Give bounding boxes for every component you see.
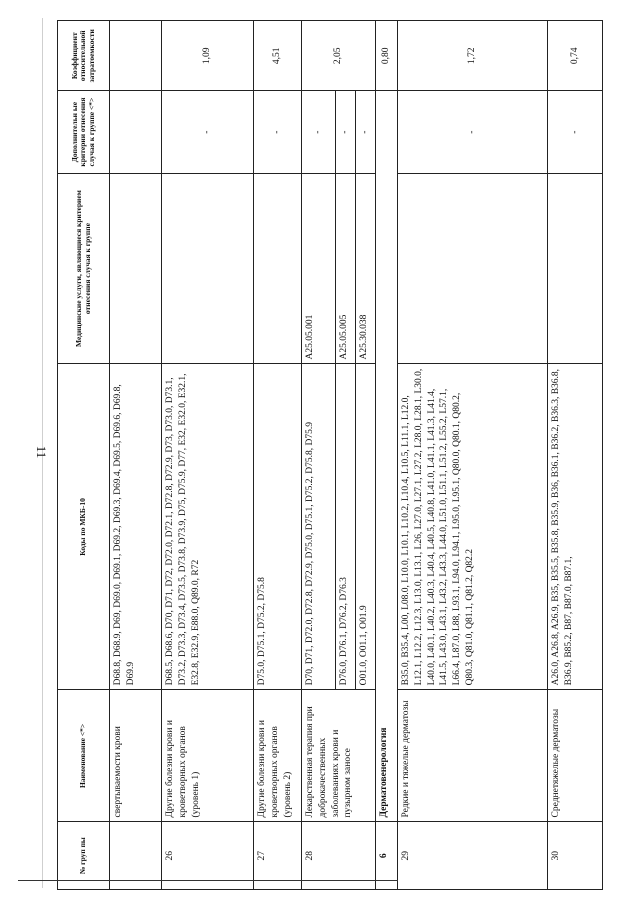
table-row [302,21,336,890]
section-title: Дерматовенерология [376,91,398,822]
row-coef: 0,74 [548,21,603,92]
row-num: 29 [398,822,548,890]
table-row [110,21,162,890]
row-coef: 1,72 [398,21,548,92]
row-name: Лекарственная терапия при доброкачественных заболеваниях крови и пузырном заносе [302,690,376,822]
row-services [254,173,302,364]
row-services: A25.30.038 [356,173,376,364]
row-coef [110,21,162,92]
row-codes: A26.0, A26.8, A26.9, B35, B35.5, B35.8, B35.9, B36, B36.1, B36.2, B36.3, B36.8, B36.9, B85.2, B87, B87.0, B87.1, [548,364,603,690]
section-num: 6 [376,822,398,890]
table-row [548,21,603,890]
row-services: A25.05.005 [336,173,356,364]
row-additional: - [548,91,603,173]
row-services: A25.05.001 [302,173,336,364]
row-num: 26 [162,822,254,890]
row-services [110,173,162,364]
row-name: Другие болезни крови и кроветворных органов (уровень 1) [162,690,254,822]
row-additional: - [302,91,336,173]
row-additional: - [254,91,302,173]
row-coef: 4,51 [254,21,302,92]
section-coef: 0,80 [376,21,398,92]
header-additional: Дополнительн ые критерии отнесения случая к группе <*> [58,91,110,173]
row-codes: B35.0, B35.4, L00, L08.0, L10.0, L10.1, L10.2, L10.4, L10.5, L11.1, L12.0, L12.1, L12.2, L12.3, L13.0, L13.1, L26, L27.0, L27.1, L27.2, L28.0, L28.1, L30.0, L40.0, L40.1, L40.2, L40.3, L40.4, L40.5, L40.8, L41.0, L41.1, L41.3, L41.4, L41.5, L43.0, L43.1, L43.2, L43.3, L44.0, L51.0, L51.1, L51.2, L55.2, L57.1, L66.4, L87.0, L88, L93.1, L94.0, L94.1, L95.0, L95.1, Q80.0, Q80.1, Q80.2, Q80.3, Q81.0, Q81.1, Q81.2, Q82.2 [398,364,548,690]
header-name: Наименование <*> [58,690,110,822]
header-services: Медицинские услуги, являющиеся критерием отнесения случая к группе [58,173,110,364]
row-additional: - [336,91,356,173]
row-name: Среднетяжелые дерматозы [548,690,603,822]
row-additional: - [356,91,376,173]
row-coef: 2,05 [302,21,376,92]
row-name: Редкие и тяжелые дерматозы [398,690,548,822]
row-additional [110,91,162,173]
row-codes: O01.0, O01.1, O01.9 [356,364,376,690]
row-additional: - [162,91,254,173]
table-row [162,21,254,890]
row-num: 28 [302,822,376,890]
row-services [162,173,254,364]
row-name: Другие болезни крови и кроветворных органов (уровень 2) [254,690,302,822]
footer-line [18,880,398,881]
row-num: 27 [254,822,302,890]
row-num: 30 [548,822,603,890]
rotated-table-container [57,20,602,890]
header-row [58,21,110,890]
drg-table [57,20,603,890]
row-codes: D70, D71, D72.0, D72.8, D72.9, D75.0, D75.1, D75.2, D75.8, D75.9 [302,364,336,690]
row-additional: - [398,91,548,173]
row-codes: D76.0, D76.1, D76.2, D76.3 [336,364,356,690]
section-row [376,21,398,890]
page-number: 11 [34,445,49,459]
header-codes: Коды по МКБ-10 [58,364,110,690]
row-name: свертываемости крови [110,690,162,822]
row-codes: D68.5, D68.6, D70, D71, D72, D72.0, D72.1, D72.8, D72.9, D73, D73.0, D73.1, D73.2, D73.3, D73.4, D73.5, D73.8, D73.9, D75, D75.9, D77, E32, E32.0, E32.1, E32.8, E32.9, E88.0, Q89.0, R72 [162,364,254,690]
row-codes: D75.0, D75.1, D75.2, D75.8 [254,364,302,690]
header-coef: Коэффициент относительной затратоемкости [58,21,110,92]
row-coef: 1,09 [162,21,254,92]
row-services [548,173,603,364]
header-num: № груп пы [58,822,110,890]
row-services [398,173,548,364]
table-row [398,21,548,890]
table-row [254,21,302,890]
row-codes: D68.8, D68.9, D69, D69.0, D69.1, D69.2, D69.3, D69.4, D69.5, D69.6, D69.8, D69.9 [110,364,162,690]
